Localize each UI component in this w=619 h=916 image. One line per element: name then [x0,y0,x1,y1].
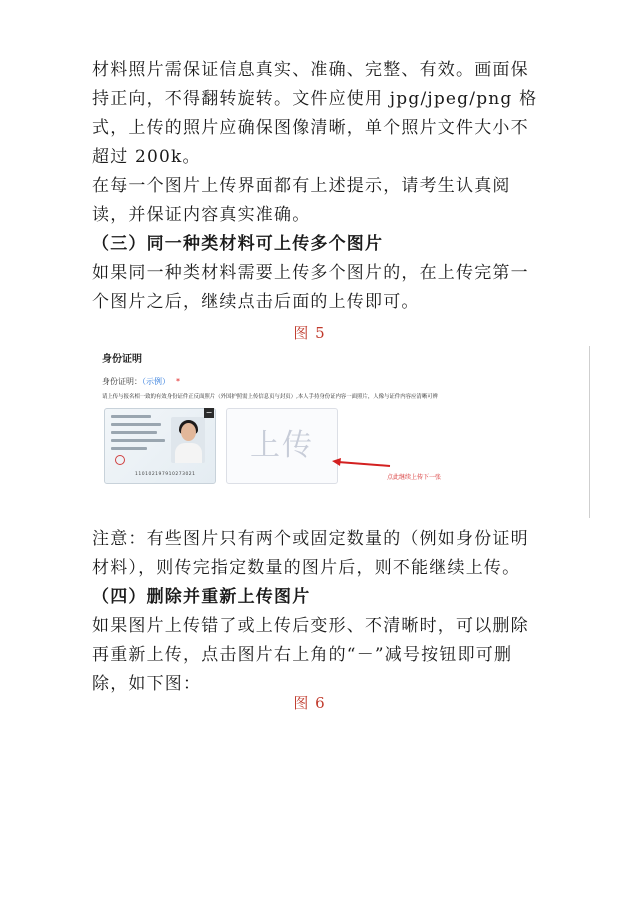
field-label-text: 身份证明： [102,377,142,386]
text-photo-requirements: 材料照片需保证信息真实、准确、完整、有效。画面保持正向，不得翻转旋转。文件应使用 jpg/jpeg/png 格式，上传的照片应确保图像清晰，单个照片文件大小不超过 200k。 [92,60,538,167]
upload-hint: 请上传与报名相一致的有效身份证件正反面照片（外国护照需上传信息页与封页）,本人手持身份证内容一面照片，人像与证件内容应清晰可辨 [102,394,438,400]
embedded-screenshot [94,346,590,518]
text-fixed-count-note: 注意：有些图片只有两个或固定数量的（例如身份证明材料），则传完指定数量的图片后，则不能继续上传。 [92,529,529,578]
id-field-label [102,376,180,387]
id-card-text-lines [111,415,167,455]
id-card-emblem [115,455,125,465]
figure-caption-5: 图 5 [293,324,326,342]
upload-label: 上传 [250,428,314,463]
divider [589,346,590,518]
paragraph-notes [92,525,544,699]
arrow-left-icon [330,458,392,472]
id-card-thumbnail[interactable] [104,408,216,484]
figure-caption-6: 图 6 [293,694,326,712]
text-delete-reupload: 如果图片上传错了或上传后变形、不清晰时，可以删除再重新上传，点击图片右上角的“－”减号按钮即可删除，如下图： [92,616,529,694]
text-multiple-upload: 如果同一种类材料需要上传多个图片的，在上传完第一个图片之后，继续点击后面的上传即可。 [92,263,529,312]
text-prompt-note: 在每一个图片上传界面都有上述提示，请考生认真阅读，并保证内容真实准确。 [92,176,511,225]
arrow-annotation: 点此继续上传下一张 [387,474,442,481]
screenshot-title: 身份证明 [102,354,142,365]
id-card-portrait [171,417,205,463]
required-mark: * [176,377,180,386]
example-link[interactable]: （示例） [142,377,170,386]
heading-section-3: （三）同一种类材料可上传多个图片 [92,234,384,254]
id-card-number: 110102197910273021 [135,472,196,477]
upload-button[interactable] [226,408,338,484]
heading-section-4: （四）删除并重新上传图片 [92,587,311,607]
paragraph-photo-requirements [92,56,544,317]
delete-image-button[interactable]: − [205,408,213,417]
